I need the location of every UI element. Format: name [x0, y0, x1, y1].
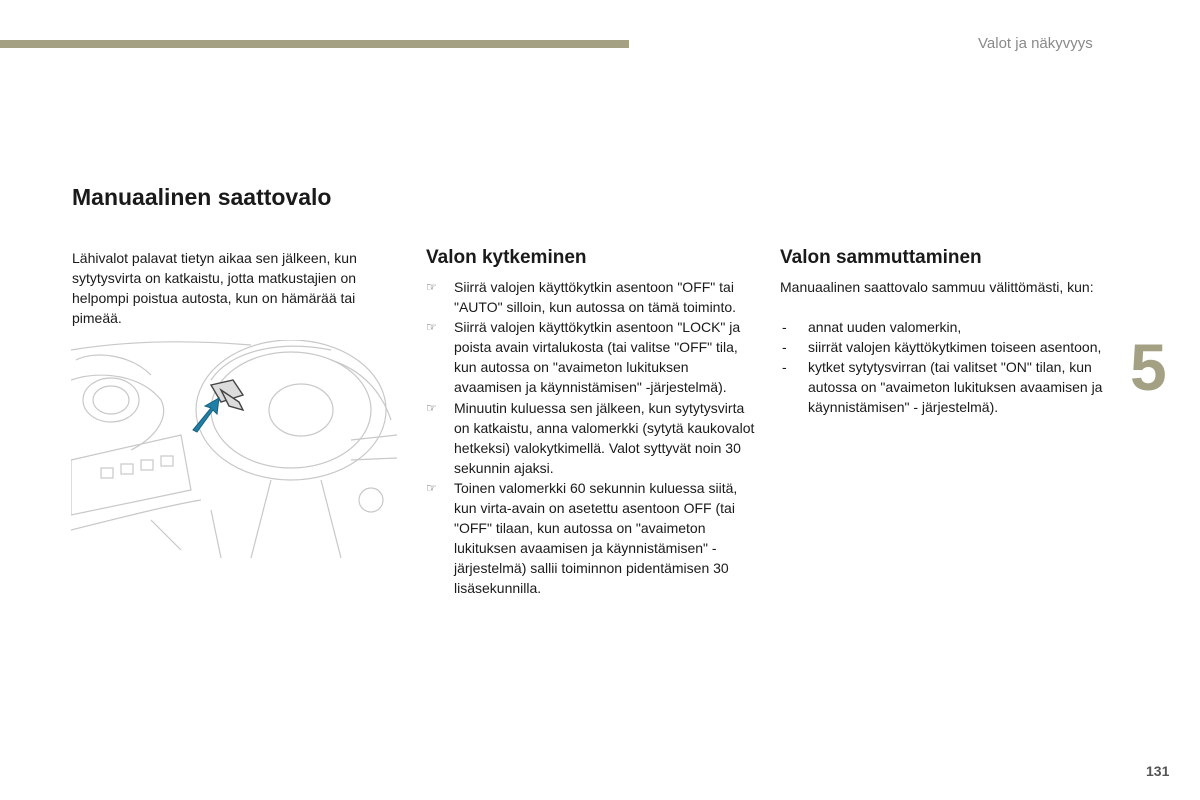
- pointing-hand-icon: ☞: [426, 480, 437, 495]
- header-bar: [0, 40, 629, 48]
- switching-on-heading: Valon kytkeminen: [426, 247, 587, 268]
- switching-off-heading: Valon sammuttaminen: [780, 247, 982, 268]
- page-title: Manuaalinen saattovalo: [72, 184, 332, 210]
- intro-paragraph: Lähivalot palavat tietyn aikaa sen jälkeen, kun sytytysvirta on katkaistu, jotta matkustajien on helpompi poistua autosta, kun on hämärää tai pimeää.: [72, 250, 357, 326]
- page-number: 131: [1146, 763, 1170, 779]
- list-item: ☞ Toinen valomerkki 60 sekunnin kuluessa siitä, kun virta-avain on asetettu asentoon OFF (tai "OFF" tilaan, kun autossa on "avaimeton lukituksen avaamisen ja käynnistämisen" -järjestelmä) sallii toiminnon pidentämisen 30 lisäsekunnilla.: [426, 479, 738, 597]
- list-item: ☞ Minuutin kuluessa sen jälkeen, kun sytytysvirta on katkaistu, anna valomerkki (sytytä kaukovalot hetkeksi) valokytkimellä. Valot syttyvät noin 30 sekunnin ajaksi.: [426, 399, 755, 476]
- list-item: - siirrät valojen käyttökytkimen toiseen asentoon,: [780, 337, 1110, 357]
- switching-off-list: [780, 317, 1110, 417]
- list-item: ☞ Siirrä valojen käyttökytkin asentoon "LOCK" ja poista avain virtalukosta (tai valitse "OFF" tila, kun autossa on "avaimeton lukituksen avaamisen ja käynnistämisen" -järjestelmä).: [426, 319, 741, 396]
- pointing-hand-icon: ☞: [426, 400, 437, 415]
- switching-off-intro: Manuaalinen saattovalo sammuu välittömästi, kun:: [780, 279, 1094, 295]
- dash-marker: -: [782, 359, 787, 376]
- pointing-hand-icon: ☞: [426, 320, 437, 335]
- list-item: ☞ Siirrä valojen käyttökytkin asentoon "OFF" tai "AUTO" silloin, kun autossa on tämä toiminto.: [426, 279, 737, 316]
- dash-marker: -: [782, 319, 787, 335]
- list-item: - annat uuden valomerkin,: [780, 317, 1110, 337]
- pointing-hand-icon: ☞: [426, 280, 437, 294]
- dash-marker: -: [782, 339, 787, 356]
- chapter-number: 5: [1130, 330, 1167, 404]
- list-item: - kytket sytytysvirran (tai valitset "ON" tilan, kun autossa on "avaimeton lukituksen avaamisen ja käynnistämisen" - järjestelmä).: [782, 359, 1103, 416]
- section-title: Valot ja näkyvyys: [978, 35, 1093, 52]
- steering-column-illustration: [71, 340, 397, 558]
- switching-on-list: [426, 277, 756, 599]
